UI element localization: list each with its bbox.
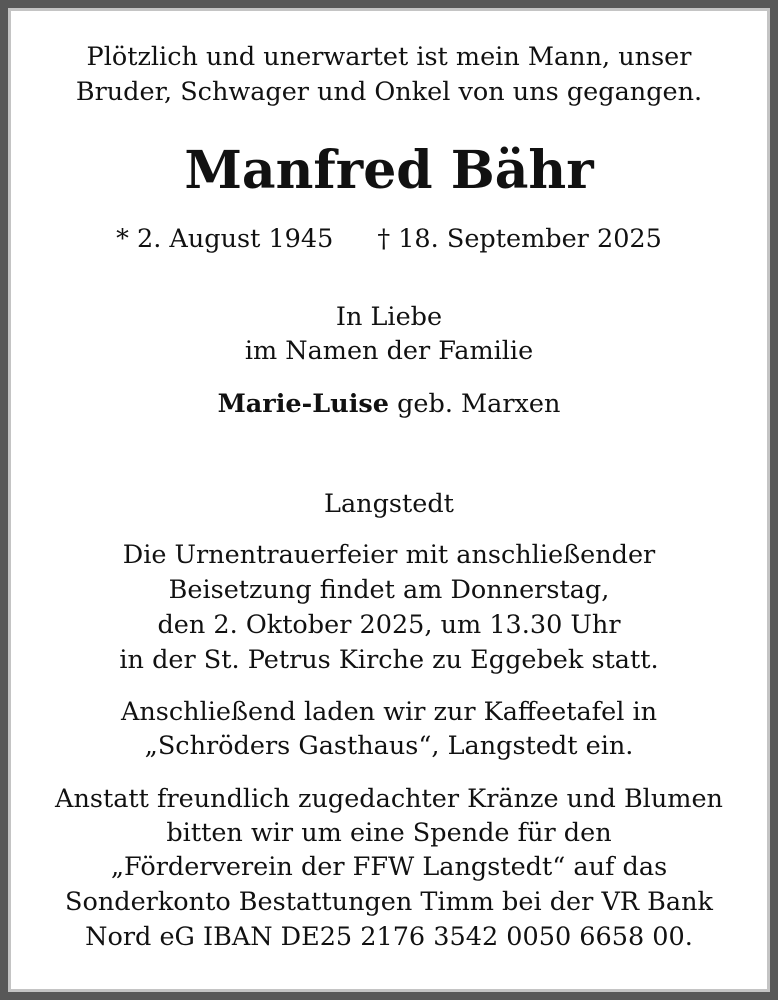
donation-line: bitten wir um eine Spende für den xyxy=(166,818,612,848)
family-first-name: Marie-Luise xyxy=(217,389,389,419)
coffee-line: Anschließend laden wir zur Kaffeetafel in xyxy=(120,697,658,727)
ceremony-line: in der St. Petrus Kirche zu Eggebek statt. xyxy=(119,645,659,675)
family-signature xyxy=(20,387,758,421)
intro-line: Bruder, Schwager und Onkel von uns gegangen. xyxy=(75,77,703,107)
donation-line: Sonderkonto Bestattungen Timm bei der VR Bank xyxy=(65,887,713,917)
ceremony-line: den 2. Oktober 2025, um 13.30 Uhr xyxy=(157,610,621,640)
family-name-rest: geb. Marxen xyxy=(388,389,561,419)
death-date: † 18. September 2025 xyxy=(377,224,662,254)
place: Langstedt xyxy=(324,489,454,519)
birth-date: * 2. August 1945 xyxy=(116,224,334,254)
donation-line: „Förderverein der FFW Langstedt“ auf das xyxy=(110,852,668,882)
ceremony-line: Beisetzung findet am Donnerstag, xyxy=(168,575,610,605)
life-dates xyxy=(20,222,758,256)
signoff-line: im Namen der Familie xyxy=(244,336,534,366)
deceased-name: Manfred Bähr xyxy=(184,140,594,201)
signoff-line: In Liebe xyxy=(335,302,443,332)
donation-line: Anstatt freundlich zugedachter Kränze und Blumen xyxy=(55,784,723,814)
ceremony-line: Die Urnentrauerfeier mit anschließender xyxy=(122,540,656,570)
donation-line: Nord eG IBAN DE25 2176 3542 0050 6658 00. xyxy=(85,922,693,952)
intro-line: Plötzlich und unerwartet ist mein Mann, unser xyxy=(86,42,692,72)
coffee-line: „Schröders Gasthaus“, Langstedt ein. xyxy=(144,731,634,761)
